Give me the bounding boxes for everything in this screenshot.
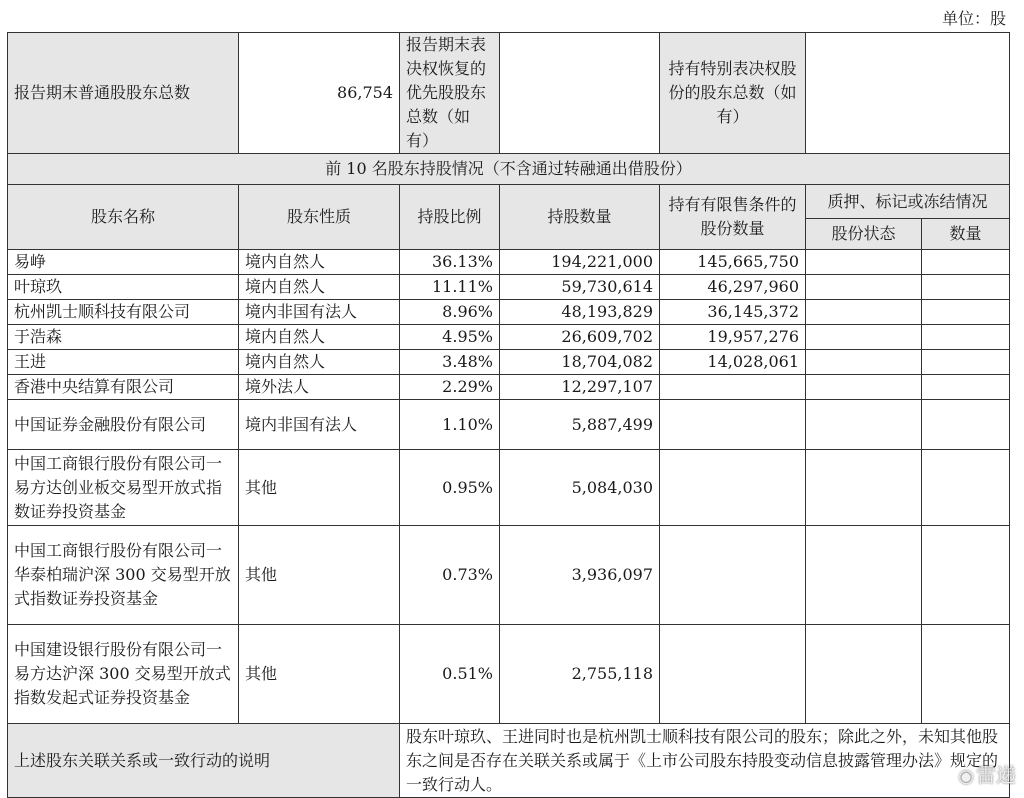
pledge-status-cell — [806, 625, 922, 724]
pledge-status-cell — [806, 350, 922, 375]
holder-quantity: 59,730,614 — [500, 275, 660, 300]
pledge-status-cell — [806, 300, 922, 325]
holder-ratio: 3.48% — [400, 350, 500, 375]
holder-restricted — [660, 450, 806, 526]
holder-ratio: 36.13% — [400, 250, 500, 275]
pledge-quantity-cell — [922, 625, 1010, 724]
header-pledge-quantity: 数量 — [922, 219, 1010, 250]
pledge-status-cell — [806, 450, 922, 526]
table-row — [8, 526, 1010, 625]
pledge-status-cell — [806, 526, 922, 625]
holder-nature: 境内自然人 — [239, 325, 400, 350]
holder-quantity: 194,221,000 — [500, 250, 660, 275]
holder-name: 杭州凯士顺科技有限公司 — [8, 300, 239, 325]
holder-name: 中国工商银行股份有限公司一易方达创业板交易型开放式指数证券投资基金 — [8, 450, 239, 526]
summary-row — [8, 33, 1010, 154]
relation-text: 股东叶琼玖、王进同时也是杭州凯士顺科技有限公司的股东；除此之外，未知其他股东之间是否存在关联关系或属于《上市公司股东持股变动信息披露管理办法》规定的一致行动人。 — [400, 724, 1010, 798]
holder-quantity: 12,297,107 — [500, 375, 660, 400]
preferred-value — [500, 33, 660, 154]
header-restricted: 持有有限售条件的股份数量 — [660, 185, 806, 250]
holder-name: 易峥 — [8, 250, 239, 275]
holder-name: 中国工商银行股份有限公司一华泰柏瑞沪深 300 交易型开放式指数证券投资基金 — [8, 526, 239, 625]
header-name: 股东名称 — [8, 185, 239, 250]
holder-restricted: 14,028,061 — [660, 350, 806, 375]
special-label: 持有特别表决权股份的股东总数（如有） — [660, 33, 806, 154]
holder-quantity: 26,609,702 — [500, 325, 660, 350]
header-nature: 股东性质 — [239, 185, 400, 250]
holder-nature: 其他 — [239, 625, 400, 724]
holder-name: 叶琼玖 — [8, 275, 239, 300]
holder-nature: 其他 — [239, 450, 400, 526]
special-value — [806, 33, 1010, 154]
total-common-value: 86,754 — [239, 33, 400, 154]
table-row — [8, 450, 1010, 526]
holder-quantity: 5,887,499 — [500, 400, 660, 450]
header-pledge-status: 股份状态 — [806, 219, 922, 250]
pledge-quantity-cell — [922, 526, 1010, 625]
pledge-quantity-cell — [922, 325, 1010, 350]
section-title-row — [8, 154, 1010, 185]
table-row — [8, 625, 1010, 724]
pledge-quantity-cell — [922, 275, 1010, 300]
holder-nature: 境内非国有法人 — [239, 400, 400, 450]
header-ratio: 持股比例 — [400, 185, 500, 250]
pledge-status-cell — [806, 275, 922, 300]
holder-restricted: 145,665,750 — [660, 250, 806, 275]
holder-restricted: 19,957,276 — [660, 325, 806, 350]
pledge-status-cell — [806, 250, 922, 275]
holder-restricted: 36,145,372 — [660, 300, 806, 325]
table-row — [8, 275, 1010, 300]
holder-restricted — [660, 526, 806, 625]
holder-ratio: 4.95% — [400, 325, 500, 350]
holder-restricted — [660, 400, 806, 450]
section-title: 前 10 名股东持股情况（不含通过转融通出借股份） — [8, 154, 1010, 185]
holder-name: 中国证券金融股份有限公司 — [8, 400, 239, 450]
holder-restricted — [660, 625, 806, 724]
holder-nature: 境外法人 — [239, 375, 400, 400]
holder-quantity: 5,084,030 — [500, 450, 660, 526]
holder-quantity: 48,193,829 — [500, 300, 660, 325]
table-row — [8, 400, 1010, 450]
table-row — [8, 375, 1010, 400]
pledge-quantity-cell — [922, 350, 1010, 375]
weibo-icon: ◉ — [958, 766, 974, 787]
table-row — [8, 350, 1010, 375]
holder-ratio: 11.11% — [400, 275, 500, 300]
holder-ratio: 2.29% — [400, 375, 500, 400]
unit-label: 单位：股 — [941, 9, 1006, 28]
total-common-label: 报告期末普通股股东总数 — [8, 33, 239, 154]
holder-name: 香港中央结算有限公司 — [8, 375, 239, 400]
holder-name: 王进 — [8, 350, 239, 375]
table-row — [8, 250, 1010, 275]
holder-ratio: 1.10% — [400, 400, 500, 450]
shareholder-table — [7, 32, 1010, 798]
holder-name: 中国建设银行股份有限公司一易方达沪深 300 交易型开放式指数发起式证券投资基金 — [8, 625, 239, 724]
holder-ratio: 0.73% — [400, 526, 500, 625]
pledge-status-cell — [806, 375, 922, 400]
pledge-status-cell — [806, 400, 922, 450]
pledge-quantity-cell — [922, 250, 1010, 275]
holder-name: 于浩森 — [8, 325, 239, 350]
holder-ratio: 8.96% — [400, 300, 500, 325]
holder-nature: 境内非国有法人 — [239, 300, 400, 325]
table-row — [8, 300, 1010, 325]
holder-nature: 其他 — [239, 526, 400, 625]
pledge-quantity-cell — [922, 300, 1010, 325]
relation-row — [8, 724, 1010, 798]
watermark-text: 雷递 — [976, 763, 1016, 787]
holder-ratio: 0.51% — [400, 625, 500, 724]
watermark — [958, 759, 1016, 788]
pledge-status-cell — [806, 325, 922, 350]
pledge-quantity-cell — [922, 450, 1010, 526]
header-pledge-group: 质押、标记或冻结情况 — [806, 185, 1010, 219]
pledge-quantity-cell — [922, 400, 1010, 450]
holder-quantity: 2,755,118 — [500, 625, 660, 724]
holder-quantity: 18,704,082 — [500, 350, 660, 375]
header-row — [8, 185, 1010, 219]
holder-restricted — [660, 375, 806, 400]
header-quantity: 持股数量 — [500, 185, 660, 250]
holder-quantity: 3,936,097 — [500, 526, 660, 625]
holder-nature: 境内自然人 — [239, 250, 400, 275]
pledge-quantity-cell — [922, 375, 1010, 400]
relation-label: 上述股东关联关系或一致行动的说明 — [8, 724, 400, 798]
holder-restricted: 46,297,960 — [660, 275, 806, 300]
table-row — [8, 325, 1010, 350]
holder-nature: 境内自然人 — [239, 350, 400, 375]
holder-ratio: 0.95% — [400, 450, 500, 526]
holder-nature: 境内自然人 — [239, 275, 400, 300]
preferred-label: 报告期末表决权恢复的优先股股东总数（如有） — [400, 33, 500, 154]
